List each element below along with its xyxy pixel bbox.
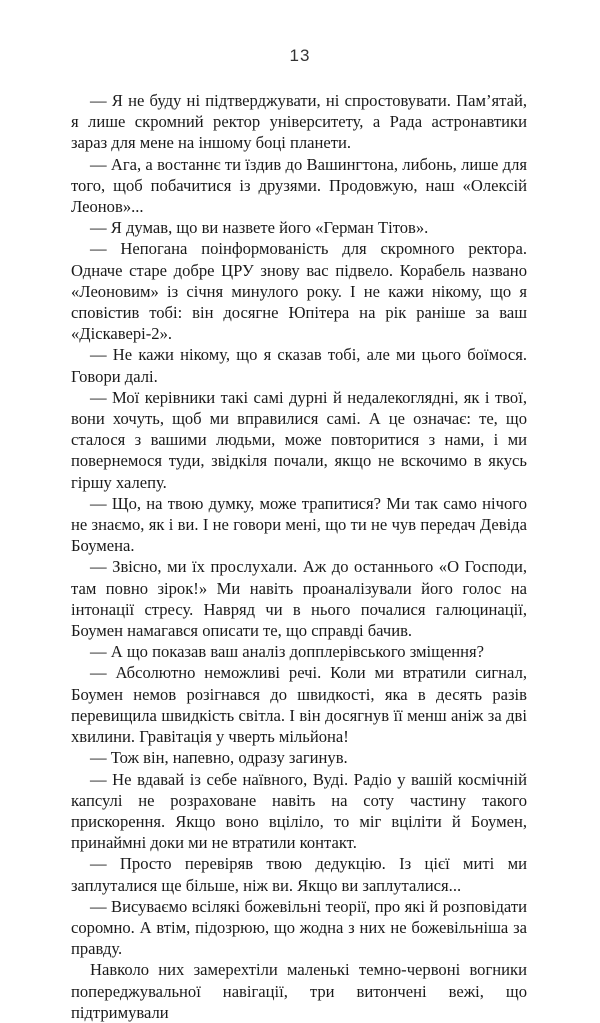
paragraph: — Не вдавай із себе наївного, Вуді. Радіо у вашій космічній капсулі не розраховане навіть на соту частину такого прискорення. Якщо воно вціліло, то міг вціліти й Боумен, принаймні доки ми не втратили контакт. — [71, 769, 527, 853]
paragraph: — Що, на твою думку, може трапитися? Ми так само нічого не знаємо, як і ви. І не говори мені, що ти не чув передач Девіда Боумена. — [71, 493, 527, 556]
paragraph: — Мої керівники такі самі дурні й недалекоглядні, як і твої, вони хочуть, щоб ми вправилися самі. А це означає: те, що сталося з вашими людьми, може повторитися з нами, і ми повернемося туди, звідкіля почали, якщо не вскочимо в якусь гіршу халепу. — [71, 387, 527, 492]
paragraph: — Висуваємо всілякі божевільні теорії, про які й розповідати соромно. А втім, підозрюю, що жодна з них не божевільніша за правду. — [71, 896, 527, 959]
paragraph: — Звісно, ми їх прослухали. Аж до останнього «О Господи, там повно зірок!» Ми навіть проаналізували його голос на інтонації стресу. Навряд чи в нього почалися галюцинації, Боумен намагався описати те, що справді бачив. — [71, 557, 527, 641]
paragraph: — Я не буду ні підтверджувати, ні спростовувати. Пам’ятай, я лише скромний ректор університету, а Рада астронавтики зараз для мене на іншому боці планети. — [71, 91, 527, 153]
page-number: 13 — [289, 46, 311, 65]
paragraph: — Непогана поінформованість для скромного ректора. Одначе старе добре ЦРУ знову вас підвело. Корабель названо «Леоновим» із січня минулого року. І не кажи нікому, що я сповістив тобі: він досягне Юпітера на рік раніше за ваш «Діскавері-2». — [71, 239, 527, 344]
paragraph: — А що показав ваш аналіз допплерівського зміщення? — [90, 642, 485, 662]
paragraph: — Я думав, що ви назвете його «Герман Тітов». — [90, 218, 429, 238]
paragraph: — Абсолютно неможливі речі. Коли ми втратили сигнал, Боумен немов розігнався до швидкості, яка в десять разів перевищила швидкість світла. І він досягнув її менш аніж за дві хвилини. Гравітація у чверть мільйона! — [71, 663, 527, 747]
paragraph: — Ага, а востаннє ти їздив до Вашингтона, либонь, лише для того, щоб побачитися із друзями. Продовжую, наш «Олексій Леонов»... — [71, 154, 527, 217]
paragraph: — Просто перевіряв твою дедукцію. Із цієї миті ми заплуталися ще більше, ніж ви. Якщо ви заплуталися... — [71, 854, 527, 895]
paragraph: Навколо них замерехтіли маленькі темно-червоні вогники попереджувальної навігації, три витончені вежі, що підтримували — [71, 960, 527, 1022]
text-body — [71, 90, 527, 1023]
paragraph: — Не кажи нікому, що я сказав тобі, але ми цього боїмося. Говори далі. — [71, 345, 527, 386]
paragraph: — Тож він, напевно, одразу загинув. — [90, 748, 348, 768]
